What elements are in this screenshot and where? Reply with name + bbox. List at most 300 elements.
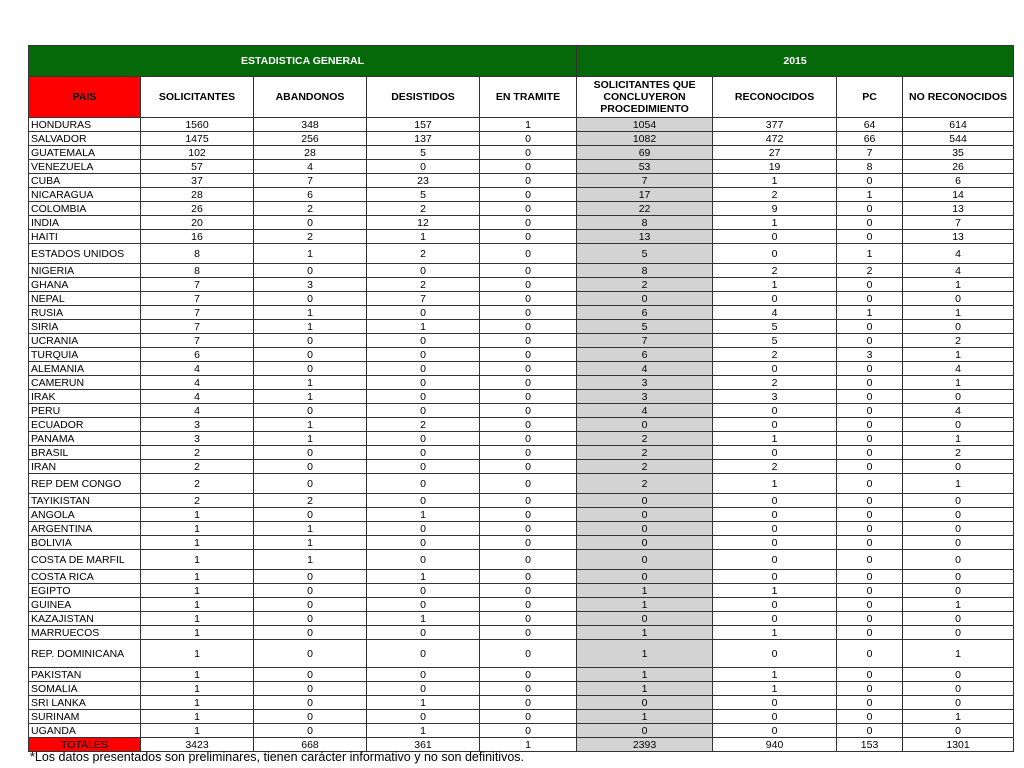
value-cell: 0 (480, 362, 577, 376)
country-cell: SURINAM (29, 710, 141, 724)
table-row (29, 696, 1014, 710)
value-cell: 0 (903, 612, 1014, 626)
totals-cell: 1301 (903, 738, 1014, 752)
value-cell: 0 (367, 598, 480, 612)
value-cell: 0 (480, 188, 577, 202)
value-cell: 1 (713, 626, 837, 640)
value-cell: 0 (480, 668, 577, 682)
value-cell: 1 (713, 432, 837, 446)
value-cell: 13 (903, 202, 1014, 216)
country-cell: GUINEA (29, 598, 141, 612)
value-cell: 4 (141, 362, 254, 376)
value-cell: 1054 (577, 118, 713, 132)
value-cell: 1 (254, 550, 367, 570)
value-cell: 2 (367, 244, 480, 264)
value-cell: 4 (903, 362, 1014, 376)
value-cell: 2 (367, 418, 480, 432)
country-cell: ESTADOS UNIDOS (29, 244, 141, 264)
value-cell: 2 (903, 334, 1014, 348)
value-cell: 4 (577, 362, 713, 376)
header-no-reconocidos: NO RECONOCIDOS (903, 77, 1014, 118)
value-cell: 0 (837, 710, 903, 724)
value-cell: 1 (837, 244, 903, 264)
table-row (29, 640, 1014, 668)
value-cell: 0 (837, 640, 903, 668)
value-cell: 1 (903, 640, 1014, 668)
value-cell: 1 (254, 418, 367, 432)
header-concluyeron: SOLICITANTES QUE CONCLUYERON PROCEDIMIENTO (577, 77, 713, 118)
value-cell: 0 (903, 508, 1014, 522)
value-cell: 4 (903, 264, 1014, 278)
value-cell: 348 (254, 118, 367, 132)
table-row (29, 508, 1014, 522)
value-cell: 0 (480, 334, 577, 348)
value-cell: 2 (713, 264, 837, 278)
value-cell: 1 (141, 696, 254, 710)
value-cell: 53 (577, 160, 713, 174)
table-row (29, 362, 1014, 376)
header-abandonos: ABANDONOS (254, 77, 367, 118)
footnote: *Los datos presentados son preliminares, tienen carácter informativo y no son definitivos. (30, 750, 525, 764)
value-cell: 0 (367, 536, 480, 550)
value-cell: 0 (713, 494, 837, 508)
value-cell: 0 (254, 570, 367, 584)
value-cell: 1 (367, 696, 480, 710)
value-cell: 1 (903, 432, 1014, 446)
value-cell: 0 (480, 292, 577, 306)
value-cell: 0 (903, 320, 1014, 334)
value-cell: 23 (367, 174, 480, 188)
value-cell: 0 (577, 536, 713, 550)
value-cell: 0 (367, 584, 480, 598)
country-cell: BOLIVIA (29, 536, 141, 550)
country-cell: NEPAL (29, 292, 141, 306)
country-cell: UCRANIA (29, 334, 141, 348)
country-cell: ARGENTINA (29, 522, 141, 536)
totals-label: TOTALES (29, 738, 141, 752)
value-cell: 0 (367, 348, 480, 362)
value-cell: 0 (254, 362, 367, 376)
header-pais: PAIS (29, 77, 141, 118)
value-cell: 0 (713, 536, 837, 550)
value-cell: 0 (713, 696, 837, 710)
value-cell: 0 (480, 132, 577, 146)
value-cell: 0 (254, 216, 367, 230)
country-cell: INDIA (29, 216, 141, 230)
totals-cell: 1 (480, 738, 577, 752)
value-cell: 0 (713, 292, 837, 306)
value-cell: 37 (141, 174, 254, 188)
table-row (29, 668, 1014, 682)
value-cell: 1 (141, 508, 254, 522)
country-cell: GHANA (29, 278, 141, 292)
value-cell: 0 (903, 418, 1014, 432)
statistics-table-container (28, 45, 1013, 752)
value-cell: 256 (254, 132, 367, 146)
value-cell: 0 (577, 612, 713, 626)
value-cell: 1 (254, 432, 367, 446)
value-cell: 1 (141, 584, 254, 598)
value-cell: 3 (577, 390, 713, 404)
header-pc: PC (837, 77, 903, 118)
value-cell: 69 (577, 146, 713, 160)
country-cell: UGANDA (29, 724, 141, 738)
value-cell: 0 (480, 146, 577, 160)
value-cell: 2 (837, 264, 903, 278)
value-cell: 1 (577, 626, 713, 640)
value-cell: 1 (141, 682, 254, 696)
statistics-table (28, 45, 1014, 752)
value-cell: 5 (577, 320, 713, 334)
value-cell: 1 (141, 612, 254, 626)
value-cell: 1 (367, 230, 480, 244)
table-row (29, 522, 1014, 536)
value-cell: 0 (577, 696, 713, 710)
value-cell: 1 (141, 550, 254, 570)
totals-cell: 2393 (577, 738, 713, 752)
value-cell: 0 (254, 292, 367, 306)
value-cell: 4 (141, 390, 254, 404)
table-row (29, 348, 1014, 362)
table-row (29, 202, 1014, 216)
table-row (29, 216, 1014, 230)
value-cell: 57 (141, 160, 254, 174)
value-cell: 0 (367, 334, 480, 348)
value-cell: 0 (480, 598, 577, 612)
value-cell: 4 (903, 244, 1014, 264)
table-row (29, 724, 1014, 738)
value-cell: 0 (480, 584, 577, 598)
country-cell: TURQUIA (29, 348, 141, 362)
value-cell: 0 (837, 494, 903, 508)
value-cell: 0 (713, 598, 837, 612)
value-cell: 0 (837, 418, 903, 432)
value-cell: 8 (141, 264, 254, 278)
value-cell: 1 (141, 570, 254, 584)
table-row (29, 376, 1014, 390)
value-cell: 1 (141, 536, 254, 550)
value-cell: 0 (367, 494, 480, 508)
value-cell: 0 (837, 696, 903, 710)
value-cell: 3 (254, 278, 367, 292)
value-cell: 0 (837, 404, 903, 418)
value-cell: 1 (903, 278, 1014, 292)
value-cell: 1 (577, 710, 713, 724)
value-cell: 7 (367, 292, 480, 306)
country-cell: PAKISTAN (29, 668, 141, 682)
value-cell: 1 (254, 320, 367, 334)
table-row (29, 160, 1014, 174)
value-cell: 1 (254, 536, 367, 550)
table-row (29, 404, 1014, 418)
value-cell: 1 (367, 612, 480, 626)
table-row (29, 278, 1014, 292)
value-cell: 0 (254, 474, 367, 494)
header-reconocidos: RECONOCIDOS (713, 77, 837, 118)
value-cell: 0 (837, 230, 903, 244)
table-row (29, 390, 1014, 404)
value-cell: 0 (367, 432, 480, 446)
value-cell: 1560 (141, 118, 254, 132)
value-cell: 3 (141, 418, 254, 432)
value-cell: 0 (254, 348, 367, 362)
country-cell: NIGERIA (29, 264, 141, 278)
value-cell: 2 (577, 446, 713, 460)
value-cell: 2 (903, 446, 1014, 460)
table-row (29, 626, 1014, 640)
header-desistidos: DESISTIDOS (367, 77, 480, 118)
value-cell: 0 (367, 682, 480, 696)
value-cell: 0 (367, 668, 480, 682)
value-cell: 0 (903, 494, 1014, 508)
value-cell: 0 (480, 306, 577, 320)
value-cell: 0 (480, 244, 577, 264)
value-cell: 0 (903, 626, 1014, 640)
value-cell: 377 (713, 118, 837, 132)
value-cell: 0 (367, 474, 480, 494)
value-cell: 5 (367, 188, 480, 202)
country-cell: SALVADOR (29, 132, 141, 146)
value-cell: 12 (367, 216, 480, 230)
value-cell: 1 (577, 682, 713, 696)
value-cell: 1 (367, 320, 480, 334)
country-cell: EGIPTO (29, 584, 141, 598)
value-cell: 2 (577, 474, 713, 494)
value-cell: 0 (254, 334, 367, 348)
value-cell: 6 (577, 348, 713, 362)
value-cell: 0 (367, 710, 480, 724)
country-cell: RUSIA (29, 306, 141, 320)
value-cell: 1 (254, 390, 367, 404)
value-cell: 0 (837, 362, 903, 376)
value-cell: 0 (577, 550, 713, 570)
value-cell: 544 (903, 132, 1014, 146)
value-cell: 8 (577, 264, 713, 278)
value-cell: 0 (713, 404, 837, 418)
value-cell: 0 (713, 640, 837, 668)
value-cell: 0 (480, 264, 577, 278)
value-cell: 19 (713, 160, 837, 174)
country-cell: KAZAJISTAN (29, 612, 141, 626)
value-cell: 1 (141, 668, 254, 682)
value-cell: 2 (713, 348, 837, 362)
totals-cell: 668 (254, 738, 367, 752)
value-cell: 0 (254, 584, 367, 598)
value-cell: 0 (480, 460, 577, 474)
value-cell: 0 (480, 696, 577, 710)
table-row (29, 264, 1014, 278)
value-cell: 0 (837, 626, 903, 640)
value-cell: 0 (837, 292, 903, 306)
value-cell: 14 (903, 188, 1014, 202)
value-cell: 0 (480, 626, 577, 640)
value-cell: 0 (903, 584, 1014, 598)
country-cell: ANGOLA (29, 508, 141, 522)
value-cell: 2 (577, 460, 713, 474)
table-row (29, 418, 1014, 432)
value-cell: 0 (713, 244, 837, 264)
value-cell: 0 (480, 320, 577, 334)
value-cell: 0 (713, 612, 837, 626)
value-cell: 0 (837, 334, 903, 348)
value-cell: 0 (254, 696, 367, 710)
value-cell: 1 (713, 278, 837, 292)
value-cell: 0 (837, 446, 903, 460)
value-cell: 0 (480, 230, 577, 244)
value-cell: 6 (903, 174, 1014, 188)
value-cell: 0 (367, 460, 480, 474)
country-cell: REP DEM CONGO (29, 474, 141, 494)
value-cell: 1 (577, 668, 713, 682)
value-cell: 137 (367, 132, 480, 146)
value-cell: 0 (480, 390, 577, 404)
country-cell: NICARAGUA (29, 188, 141, 202)
value-cell: 1 (713, 682, 837, 696)
value-cell: 1 (577, 640, 713, 668)
title-row (29, 46, 1014, 77)
value-cell: 1 (713, 474, 837, 494)
table-row (29, 550, 1014, 570)
value-cell: 5 (367, 146, 480, 160)
value-cell: 1 (141, 640, 254, 668)
value-cell: 0 (480, 508, 577, 522)
value-cell: 0 (577, 494, 713, 508)
value-cell: 0 (480, 550, 577, 570)
country-cell: COLOMBIA (29, 202, 141, 216)
table-row (29, 570, 1014, 584)
value-cell: 9 (713, 202, 837, 216)
value-cell: 0 (577, 508, 713, 522)
value-cell: 1 (254, 522, 367, 536)
value-cell: 0 (480, 418, 577, 432)
value-cell: 0 (837, 570, 903, 584)
country-cell: GUATEMALA (29, 146, 141, 160)
title-general: ESTADISTICA GENERAL (29, 46, 577, 77)
value-cell: 2 (254, 230, 367, 244)
value-cell: 0 (713, 710, 837, 724)
value-cell: 1 (713, 174, 837, 188)
country-cell: CUBA (29, 174, 141, 188)
value-cell: 0 (903, 668, 1014, 682)
value-cell: 0 (480, 348, 577, 362)
value-cell: 0 (713, 508, 837, 522)
value-cell: 1 (577, 584, 713, 598)
value-cell: 1 (903, 306, 1014, 320)
value-cell: 2 (577, 278, 713, 292)
value-cell: 0 (577, 724, 713, 738)
value-cell: 20 (141, 216, 254, 230)
value-cell: 6 (577, 306, 713, 320)
value-cell: 5 (713, 320, 837, 334)
value-cell: 27 (713, 146, 837, 160)
table-row (29, 244, 1014, 264)
value-cell: 8 (577, 216, 713, 230)
value-cell: 0 (837, 460, 903, 474)
value-cell: 28 (141, 188, 254, 202)
value-cell: 0 (254, 598, 367, 612)
header-solicitantes: SOLICITANTES (141, 77, 254, 118)
value-cell: 7 (141, 292, 254, 306)
value-cell: 4 (141, 376, 254, 390)
value-cell: 0 (903, 390, 1014, 404)
value-cell: 1 (713, 584, 837, 598)
table-row (29, 598, 1014, 612)
table-row (29, 584, 1014, 598)
value-cell: 1 (480, 118, 577, 132)
value-cell: 3 (577, 376, 713, 390)
totals-cell: 153 (837, 738, 903, 752)
value-cell: 102 (141, 146, 254, 160)
value-cell: 0 (713, 446, 837, 460)
value-cell: 0 (367, 264, 480, 278)
value-cell: 0 (903, 536, 1014, 550)
value-cell: 1 (713, 668, 837, 682)
value-cell: 2 (713, 188, 837, 202)
value-cell: 0 (254, 724, 367, 738)
value-cell: 0 (837, 522, 903, 536)
value-cell: 1 (367, 508, 480, 522)
value-cell: 22 (577, 202, 713, 216)
value-cell: 1 (837, 188, 903, 202)
value-cell: 13 (577, 230, 713, 244)
value-cell: 0 (713, 570, 837, 584)
value-cell: 0 (254, 446, 367, 460)
value-cell: 4 (713, 306, 837, 320)
value-cell: 3 (141, 432, 254, 446)
value-cell: 2 (367, 202, 480, 216)
country-cell: HONDURAS (29, 118, 141, 132)
value-cell: 7 (141, 278, 254, 292)
table-row (29, 446, 1014, 460)
value-cell: 1 (141, 710, 254, 724)
value-cell: 0 (254, 404, 367, 418)
value-cell: 0 (480, 174, 577, 188)
table-row (29, 118, 1014, 132)
value-cell: 0 (254, 508, 367, 522)
value-cell: 2 (713, 460, 837, 474)
value-cell: 0 (367, 446, 480, 460)
value-cell: 8 (141, 244, 254, 264)
country-cell: IRAK (29, 390, 141, 404)
value-cell: 13 (903, 230, 1014, 244)
table-row (29, 132, 1014, 146)
value-cell: 1 (903, 710, 1014, 724)
value-cell: 0 (903, 460, 1014, 474)
value-cell: 3 (713, 390, 837, 404)
value-cell: 5 (713, 334, 837, 348)
value-cell: 0 (713, 418, 837, 432)
value-cell: 6 (141, 348, 254, 362)
value-cell: 7 (141, 334, 254, 348)
value-cell: 1 (367, 724, 480, 738)
table-row (29, 188, 1014, 202)
totals-cell: 3423 (141, 738, 254, 752)
value-cell: 0 (367, 362, 480, 376)
value-cell: 1 (903, 376, 1014, 390)
value-cell: 6 (254, 188, 367, 202)
totals-cell: 940 (713, 738, 837, 752)
value-cell: 7 (141, 306, 254, 320)
value-cell: 28 (254, 146, 367, 160)
value-cell: 0 (837, 216, 903, 230)
value-cell: 1 (903, 474, 1014, 494)
value-cell: 0 (903, 724, 1014, 738)
value-cell: 7 (254, 174, 367, 188)
value-cell: 0 (837, 724, 903, 738)
value-cell: 26 (141, 202, 254, 216)
value-cell: 1 (903, 598, 1014, 612)
value-cell: 0 (577, 418, 713, 432)
